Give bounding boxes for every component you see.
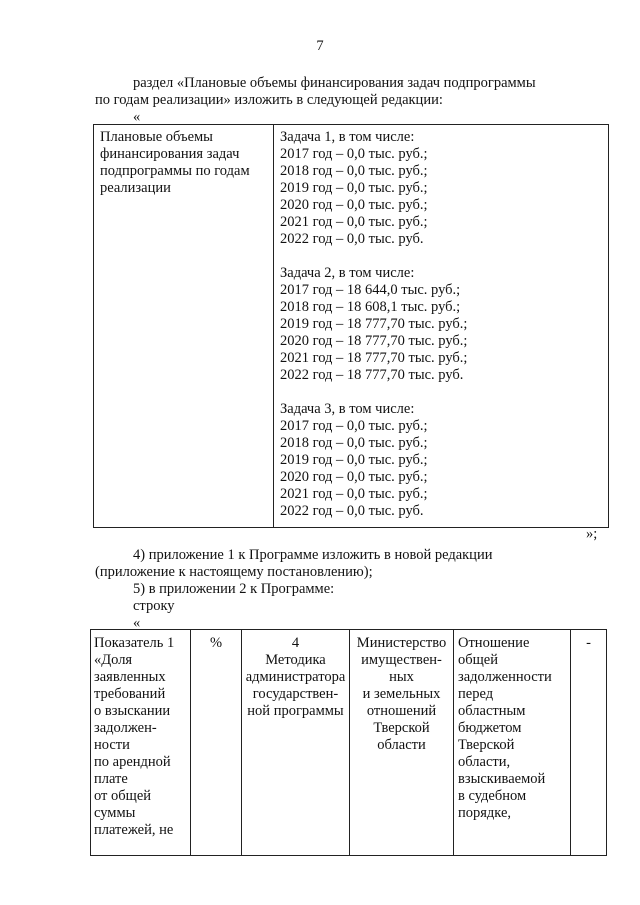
indicator-table [90, 629, 607, 856]
description-line: области, [458, 754, 511, 770]
ministry-line: области [377, 737, 426, 753]
description-line: областным [458, 703, 526, 719]
task2-line: Задача 2, в том числе: [280, 265, 415, 281]
unit-cell [191, 630, 242, 856]
task1-line: Задача 1, в том числе: [280, 129, 415, 145]
description-cell [454, 630, 571, 856]
task3-line: 2021 год – 0,0 тыс. руб.; [280, 486, 428, 502]
task2-line: 2021 год – 18 777,70 тыс. руб.; [280, 350, 468, 366]
financing-label-line: подпрограммы по годам [100, 163, 250, 179]
dash-line: - [586, 635, 591, 651]
unit-line: % [209, 635, 223, 651]
dash-cell [571, 630, 607, 856]
task3-line: 2022 год – 0,0 тыс. руб. [280, 503, 424, 519]
financing-label-cell [94, 125, 274, 528]
indicator-name-line: «Доля [94, 652, 133, 668]
method-cell [242, 630, 350, 856]
indicator-name-line: суммы [94, 805, 136, 821]
indicator-name-line: от общей [94, 788, 152, 804]
task1-line: 2019 год – 0,0 тыс. руб.; [280, 180, 428, 196]
task1-line: 2021 год – 0,0 тыс. руб.; [280, 214, 428, 230]
description-line: задолженности [458, 669, 552, 685]
ministry-line: Тверской [373, 720, 430, 736]
financing-label-line: Плановые объемы [100, 129, 213, 145]
ministry-line: и земельных [362, 686, 441, 702]
ministry-cell [350, 630, 454, 856]
task2-line: 2017 год – 18 644,0 тыс. руб.; [280, 282, 461, 298]
description-line: бюджетом [458, 720, 522, 736]
stroku-text: строку [133, 598, 175, 614]
indicator-name-line: задолжен- [94, 720, 157, 736]
task1-line: 2022 год – 0,0 тыс. руб. [280, 231, 424, 247]
description-line: порядке, [458, 805, 512, 821]
task1-line: 2017 год – 0,0 тыс. руб.; [280, 146, 428, 162]
task2-line: 2020 год – 18 777,70 тыс. руб.; [280, 333, 468, 349]
description-line: общей [458, 652, 498, 668]
task1-line: 2018 год – 0,0 тыс. руб.; [280, 163, 428, 179]
financing-label-line: финансирования задач [100, 146, 240, 162]
task3-line: Задача 3, в том числе: [280, 401, 415, 417]
ministry-line: отношений [366, 703, 437, 719]
financing-table [93, 124, 609, 528]
description-line: взыскиваемой [458, 771, 546, 787]
open-quote-1: « [133, 109, 141, 125]
task3-line: 2020 год – 0,0 тыс. руб.; [280, 469, 428, 485]
ministry-line: ных [389, 669, 414, 685]
description-line: перед [458, 686, 494, 702]
method-line: государствен- [252, 686, 339, 702]
task2-line: 2022 год – 18 777,70 тыс. руб. [280, 367, 464, 383]
indicator-name-line: по арендной [94, 754, 171, 770]
indicator-name-line: плате [94, 771, 128, 787]
description-line: Тверской [458, 737, 515, 753]
task2-line: 2019 год – 18 777,70 тыс. руб.; [280, 316, 468, 332]
indicator-name-line: Показатель 1 [94, 635, 175, 651]
intro-text-line-2: по годам реализации» изложить в следующей редакции: [95, 92, 443, 108]
method-line: Методика [265, 652, 326, 668]
description-line: в судебном [458, 788, 527, 804]
task3-line: 2017 год – 0,0 тыс. руб.; [280, 418, 428, 434]
task2-line: 2018 год – 18 608,1 тыс. руб.; [280, 299, 461, 315]
indicator-name-line: требований [94, 686, 166, 702]
description-line: Отношение [458, 635, 530, 651]
indicator-name-line: заявленных [94, 669, 166, 685]
task3-line: 2019 год – 0,0 тыс. руб.; [280, 452, 428, 468]
indicator-name-line: о взыскании [94, 703, 171, 719]
indicator-name-line: платежей, не [94, 822, 174, 838]
financing-values-cell [274, 125, 609, 528]
item4-line-1: 4) приложение 1 к Программе изложить в новой редакции [133, 547, 493, 563]
indicator-name-cell [91, 630, 191, 856]
task3-line: 2018 год – 0,0 тыс. руб.; [280, 435, 428, 451]
page-number: 7 [316, 38, 324, 54]
method-line: администратора [245, 669, 346, 685]
item4-line-2: (приложение к настоящему постановлению); [95, 564, 373, 580]
task1-line: 2020 год – 0,0 тыс. руб.; [280, 197, 428, 213]
ministry-line: имуществен- [361, 652, 442, 668]
indicator-name-line: ности [94, 737, 130, 753]
method-line: 4 [291, 635, 300, 651]
intro-text-line-1: раздел «Плановые объемы финансирования задач подпрограммы [133, 75, 536, 91]
ministry-line: Министерство [356, 635, 447, 651]
open-quote-2: « [133, 615, 141, 631]
close-quote-1: »; [586, 526, 598, 542]
method-line: ной программы [247, 703, 344, 719]
financing-label-line: реализации [100, 180, 171, 196]
item5-text: 5) в приложении 2 к Программе: [133, 581, 335, 597]
